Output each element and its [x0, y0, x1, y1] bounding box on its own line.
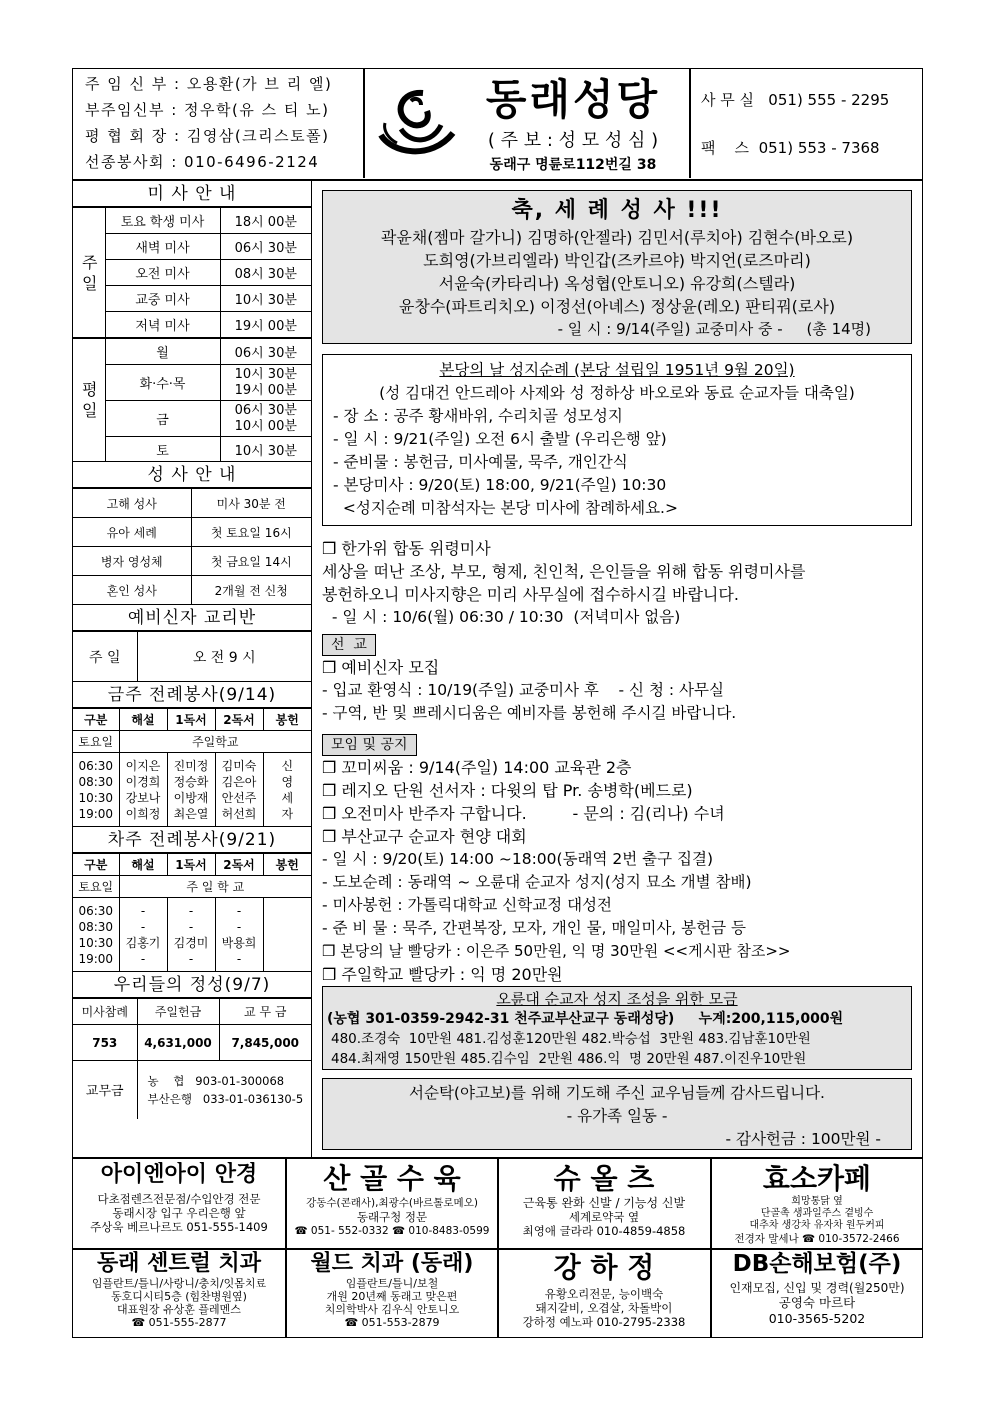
meeting-line: ❒ 주일학교 빨당카 : 익 명 20만원 [322, 965, 563, 984]
offerings-title: 우리들의 정성(9/7) [73, 972, 311, 998]
weekday-label: 평 일 [73, 339, 105, 462]
ad-title: DB손해보험(주) [732, 1251, 902, 1277]
times-cell: 06:30 08:30 10:30 19:00 [73, 753, 119, 827]
mass-time: 10시 30분 [220, 437, 311, 462]
mass-time: 18시 00분 [220, 208, 311, 234]
sacrament-table [73, 488, 311, 605]
header [72, 68, 923, 180]
ad-line: 전경자 말세나 ☎ 010-3572-2466 [734, 1232, 900, 1245]
col-header: 교 무 금 [219, 999, 311, 1025]
ad-world-dental [287, 1251, 497, 1337]
ad-title: 강 하 정 [553, 1251, 655, 1284]
reading1-cell: 진미정 정승화 이방재 최은열 [167, 753, 215, 827]
ad-title: 효소카페 [762, 1162, 872, 1195]
ad-line: ☎ 051-555-2877 [131, 1316, 227, 1330]
times-cell: 06:30 08:30 10:30 19:00 [73, 898, 119, 972]
sacrament-name: 혼인 성사 [73, 576, 191, 605]
baptism-names: 윤창수(파트리치오) 이정선(아녜스) 정상윤(레오) 판티꿔(로사) [398, 297, 836, 316]
sacrament-time: 첫 토요일 16시 [191, 518, 311, 547]
mass-name: 오전 미사 [105, 260, 220, 286]
nonghyup-account: 농 협 903-01-300068 [147, 1073, 285, 1088]
church-logo-icon [371, 83, 461, 165]
ad-line: 동호디시티5층 (힘찬병원옆) [111, 1290, 247, 1304]
saturday-label: 토요일 [73, 876, 119, 898]
ad-line: 동래구청 정문 [356, 1209, 428, 1224]
weekday-name: 화·수·목 [105, 365, 220, 401]
ad-line: 임플란트/틀니/보철 [345, 1277, 439, 1291]
meeting-line: ❒ 오전미사 반주자 구합니다. - 문의 : 김(리나) 수녀 [322, 804, 725, 823]
fund-donors: 480.조경숙 10만원 481.김성훈120만원 482.박승섭 3만원 483.김남훈10만원 [331, 1031, 811, 1047]
mission-line: - 구역, 반 및 쁘레시디움은 예비자를 봉헌해 주시길 바랍니다. [322, 704, 737, 722]
dues-account-label: 교무금 [73, 1061, 137, 1119]
address: 동래구 명륜로112번길 38 [489, 157, 657, 173]
catechumen-title: 예비신자 교리반 [73, 605, 311, 631]
catechumen-day: 주 일 [73, 632, 137, 682]
ad-line: 동래시장 입구 우리은행 앞 [112, 1206, 246, 1221]
fund-box [322, 986, 912, 1070]
ad-line: 강하정 예노파 010-2795-2338 [522, 1314, 686, 1329]
ad-insurance [712, 1251, 922, 1337]
meeting-line: - 미사봉헌 : 가톨릭대학교 신학교정 대성전 [322, 896, 612, 914]
pilgrimage-line: - 일 시 : 9/21(주일) 오전 6시 출발 (우리은행 앞) [333, 430, 667, 448]
pilgrimage-line: - 본당미사 : 9/20(토) 18:00, 9/21(주일) 10:30 [333, 476, 667, 494]
reading1-cell: - - 김경미 - [167, 898, 215, 972]
meeting-line: - 도보순례 : 동래역 ~ 오륜대 순교자 성지(성지 묘소 개별 참배) [322, 873, 752, 891]
ad-line: 희망통닭 옆 [791, 1195, 843, 1207]
offering-cell [263, 898, 311, 972]
meeting-line: - 일 시 : 9/20(토) 14:00 ~18:00(동래역 2번 출구 집결) [322, 850, 714, 868]
ad-line: 세계로약국 옆 [568, 1209, 640, 1224]
saturday-service: 주 일 학 교 [119, 876, 311, 898]
sacrament-name: 병자 영성체 [73, 547, 191, 576]
mass-name: 토요 학생 미사 [105, 208, 220, 234]
dues-value: 7,845,000 [219, 1025, 311, 1061]
fund-title: 오륜대 순교자 성지 조성을 위한 모금 [496, 990, 738, 1008]
reading2-cell: - - 박용희 - [215, 898, 263, 972]
weekday-name: 월 [105, 339, 220, 365]
ad-line: 최영애 글라라 010-4859-4858 [522, 1223, 686, 1238]
fund-donors: 484.최재영 150만원 485.김수임 2만원 486.익 명 20만원 487.이진우10만원 [331, 1051, 807, 1067]
ad-line: 대추차 생강차 유자차 원두커피 [749, 1219, 885, 1231]
memorial-line: - 일 시 : 10/6(월) 06:30 / 10:30 (저녁미사 없음) [322, 608, 681, 626]
thanks-line: 서순탁(야고보)를 위해 기도해 주신 교우님들께 감사드립니다. [409, 1084, 825, 1102]
mass-time: 08시 30분 [220, 260, 311, 286]
mass-title: 미 사 안 내 [73, 181, 311, 207]
left-column [72, 180, 312, 1158]
col-header: 봉헌 [263, 709, 311, 731]
baptism-date: - 일 시 : 9/14(주일) 교중미사 중 - (총 14명) [557, 320, 871, 338]
pilgrimage-title: 본당의 날 성지순례 (본당 설립일 1951년 9월 20일) [439, 361, 795, 379]
meeting-line: ❒ 부산교구 순교자 현양 대회 [322, 827, 527, 846]
weekday-name: 금 [105, 401, 220, 437]
baptism-names: 도희영(가브리엘라) 박인갑(즈카르야) 박지언(로즈마리) [423, 251, 811, 270]
col-header: 2독서 [215, 854, 263, 876]
weekday-mass-table [73, 338, 311, 462]
mission-title: ❒ 예비신자 모집 [322, 658, 440, 677]
ad-central-dental [74, 1251, 284, 1337]
reading2-cell: 김미숙 김은아 안선주 허선희 [215, 753, 263, 827]
baptism-box [322, 190, 912, 344]
pilgrimage-line: (성 김대건 안드레아 사제와 성 정하상 바오로와 동료 순교자들 대축일) [379, 384, 855, 402]
patron-label: ( 주 보 : 성 모 성 심 ) [487, 130, 659, 151]
col-header: 미사참례 [73, 999, 137, 1025]
ad-line: 강동수(콘래사),최광수(바르톨로메오) [306, 1196, 478, 1209]
ad-title: 아이엔아이 안경 [100, 1162, 258, 1187]
sacrament-time: 첫 금요일 14시 [191, 547, 311, 576]
ad-suyuk [287, 1162, 497, 1248]
mass-time: 10시 30분 19시 00분 [220, 365, 311, 401]
ad-eyewear [74, 1162, 284, 1248]
col-header: 구분 [73, 854, 119, 876]
mass-time: 06시 30분 [220, 339, 311, 365]
weekday-name: 토 [105, 437, 220, 462]
sacrament-name: 유아 세례 [73, 518, 191, 547]
thanks-amount: - 감사헌금 : 100만원 - [725, 1130, 881, 1148]
sacrament-name: 고해 성사 [73, 489, 191, 518]
mass-time: 06시 30분 [220, 234, 311, 260]
ad-line: ☎ 051-553-2879 [344, 1316, 440, 1330]
baptism-title: 축, 세 례 성 사 !!! [511, 198, 723, 223]
this-week-title: 금주 전례봉사(9/14) [73, 682, 311, 708]
sunday-offering-value: 4,631,000 [137, 1025, 219, 1061]
ad-line: 다초점렌즈전문점/수입안경 전문 [97, 1192, 261, 1207]
catechumen-table [73, 631, 311, 682]
pilgrimage-line: <성지순례 미참석자는 본당 미사에 참례하세요.> [333, 499, 678, 517]
ad-line: 돼지갈비, 오겹살, 차돌박이 [535, 1300, 673, 1315]
baptism-names: 곽윤채(젬마 갈가니) 김명하(안젤라) 김민서(루치아) 김현수(바오로) [380, 228, 854, 247]
church-name: 동래성당 [485, 75, 661, 124]
pilgrimage-box [322, 354, 912, 526]
sacrament-title: 성 사 안 내 [73, 462, 311, 488]
ad-line: ☎ 051- 552-0332 ☎ 010-8483-0599 [294, 1224, 490, 1237]
ad-line: 공영숙 마르타 [778, 1294, 856, 1310]
offerings-table [73, 998, 311, 1119]
ad-title: 산 골 수 육 [323, 1162, 461, 1195]
assistant-pastor-line: 부주임신부 : 정우학(유 스 티 노) [85, 101, 330, 119]
memorial-section [322, 537, 914, 629]
ad-line: 임플란트/틀니/사랑니/충치/잇몸치료 [91, 1277, 267, 1291]
ad-line: 유황오리전문, 능이백숙 [544, 1286, 664, 1301]
col-header: 해설 [119, 709, 167, 731]
ad-line: 인재모집, 신입 및 경력(월250만) [729, 1280, 905, 1295]
memorial-title: ❒ 한가위 합동 위령미사 [322, 539, 491, 558]
col-header: 1독서 [167, 854, 215, 876]
ad-restaurant [499, 1251, 709, 1337]
baptism-names: 서윤숙(카타리나) 옥성협(안토니오) 유강희(스텔라) [438, 274, 796, 293]
memorial-line: 봉헌하오니 미사지향은 미리 사무실에 접수하시길 바랍니다. [322, 585, 739, 604]
ad-line: 단골촉 생과일주스 곁빙수 [760, 1207, 874, 1219]
fund-account: (농협 301-0359-2942-31 천주교부산교구 동래성당) 누계:200,115,000원 [327, 1011, 844, 1027]
col-header: 주일헌금 [137, 999, 219, 1025]
mission-line: - 입교 환영식 : 10/19(주일) 교중미사 후 - 신 청 : 사무실 [322, 681, 724, 699]
ad-line: 대표원장 유상훈 플레멘스 [117, 1303, 241, 1317]
attendance-value: 753 [73, 1025, 137, 1061]
mass-time: 10시 30분 [220, 286, 311, 312]
offering-cell: 신 영 세 자 [263, 753, 311, 827]
ad-line: 개원 20년째 동래고 맞은편 [326, 1290, 458, 1304]
pilgrimage-line: - 준비물 : 봉헌금, 미사예물, 묵주, 개인간식 [333, 453, 628, 471]
sacrament-time: 2개월 전 신청 [191, 576, 311, 605]
meeting-line: ❒ 레지오 단원 선서자 : 다윗의 탑 Pr. 송병학(베드로) [322, 781, 693, 800]
clergy-list [85, 71, 355, 175]
sunday-label: 주 일 [73, 208, 105, 338]
mass-name: 새벽 미사 [105, 234, 220, 260]
pastor-line: 주 임 신 부 : 오용환(가 브 리 엘) [85, 75, 333, 93]
ad-title: 슈 올 츠 [553, 1162, 655, 1195]
divider-left [363, 69, 365, 178]
col-header: 2독서 [215, 709, 263, 731]
memorial-line: 세상을 떠난 조상, 부모, 형제, 친인척, 은인들을 위해 합동 위령미사를 [322, 562, 806, 581]
meeting-line: ❒ 본당의 날 빨당카 : 이은주 50만원, 익 명 30만원 <<게시판 참조>> [322, 942, 791, 960]
saturday-service: 주일학교 [119, 731, 311, 753]
sunday-mass-table [73, 207, 311, 338]
commentary-cell: 이지은 이경희 강보나 이희정 [119, 753, 167, 827]
mass-name: 저녁 미사 [105, 312, 220, 338]
dues-accounts [137, 1061, 311, 1119]
next-week-title: 차주 전례봉사(9/21) [73, 827, 311, 853]
catechumen-time: 오 전 9 시 [137, 632, 311, 682]
ad-title: 월드 치과 (동래) [310, 1251, 474, 1276]
ad-cafe [712, 1162, 922, 1248]
mass-name: 교중 미사 [105, 286, 220, 312]
office-phone: 사 무 실 051) 555 - 2295 [701, 91, 890, 109]
col-header: 봉헌 [263, 854, 311, 876]
divider-right [689, 69, 691, 178]
mission-section [322, 634, 914, 725]
funeral-service-line: 선종봉사회 : 010-6496-2124 [85, 153, 320, 171]
ad-line: 주상욱 베르나르도 051-555-1409 [90, 1220, 268, 1235]
saturday-label: 토요일 [73, 731, 119, 753]
pilgrimage-line: - 장 소 : 공주 황새바위, 수리치골 성모성지 [333, 407, 623, 425]
ad-line: 치의학박사 김우식 안토니오 [324, 1303, 460, 1317]
meeting-line: ❒ 꼬미씨움 : 9/14(주일) 14:00 교육관 2층 [322, 758, 632, 777]
fax-number: 팩 스 051) 553 - 7368 [701, 139, 880, 157]
mass-time: 19시 00분 [220, 312, 311, 338]
mass-time: 06시 30분 10시 00분 [220, 401, 311, 437]
ad-line: 010-3565-5202 [768, 1310, 866, 1326]
ad-line: 근육통 완화 신발 / 기능성 신발 [522, 1195, 686, 1210]
thanks-family: - 유가족 일동 - [566, 1107, 668, 1125]
commentary-cell: - - 김홍기 - [119, 898, 167, 972]
thanks-box [322, 1078, 912, 1150]
busan-bank-account: 부산은행 033-01-036130-5 [147, 1091, 304, 1106]
next-week-table [73, 853, 311, 972]
council-president-line: 평 협 회 장 : 김영삼(크리스토폴) [85, 127, 330, 145]
ad-shoes [499, 1162, 709, 1248]
col-header: 구분 [73, 709, 119, 731]
meeting-line: - 준 비 물 : 묵주, 간편복장, 모자, 개인 물, 매일미사, 봉헌금 등 [322, 919, 746, 937]
this-week-table [73, 708, 311, 827]
sacrament-time: 미사 30분 전 [191, 489, 311, 518]
ad-title: 동래 센트럴 치과 [96, 1251, 262, 1276]
col-header: 1독서 [167, 709, 215, 731]
mission-tag: 선 교 [322, 634, 376, 656]
meetings-tag: 모임 및 공지 [322, 734, 417, 756]
meetings-section [322, 734, 914, 986]
col-header: 해설 [119, 854, 167, 876]
